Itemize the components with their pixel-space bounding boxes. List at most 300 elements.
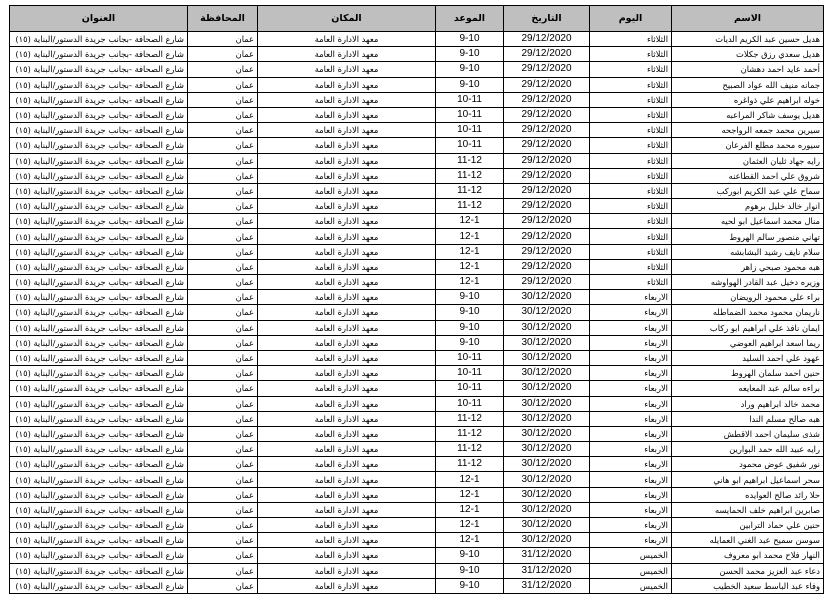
- cell-day: الخميس: [590, 563, 672, 578]
- cell-place: معهد الادارة العامة: [258, 290, 436, 305]
- cell-name: نور شفيق عوض محمود: [672, 457, 824, 472]
- cell-time: 11-12: [436, 442, 504, 457]
- cell-day: الخميس: [590, 548, 672, 563]
- cell-name: هديل حسين عبد الكريم الديات: [672, 32, 824, 47]
- cell-date: 30/12/2020: [504, 533, 590, 548]
- table-row: [10, 563, 824, 578]
- table-row: [10, 62, 824, 77]
- cell-address: شارع الصحافة -بجانب جريدة الدستور/البناية (١٥): [10, 396, 188, 411]
- cell-address: شارع الصحافة -بجانب جريدة الدستور/البناية (١٥): [10, 548, 188, 563]
- cell-name: هبه محمود صبحي زاهر: [672, 259, 824, 274]
- cell-day: الثلاثاء: [590, 138, 672, 153]
- cell-address: شارع الصحافة -بجانب جريدة الدستور/البناية (١٥): [10, 47, 188, 62]
- cell-day: الاربعاء: [590, 487, 672, 502]
- cell-date: 29/12/2020: [504, 153, 590, 168]
- table-row: [10, 518, 824, 533]
- table-row: [10, 275, 824, 290]
- cell-place: معهد الادارة العامة: [258, 123, 436, 138]
- cell-time: 9-10: [436, 548, 504, 563]
- cell-date: 30/12/2020: [504, 350, 590, 365]
- cell-day: الاربعاء: [590, 426, 672, 441]
- cell-place: معهد الادارة العامة: [258, 168, 436, 183]
- cell-name: النهار فلاح محمد ابو معروف: [672, 548, 824, 563]
- table-row: [10, 259, 824, 274]
- table-row: [10, 183, 824, 198]
- cell-day: الاربعاء: [590, 290, 672, 305]
- cell-governorate: عمان: [188, 92, 258, 107]
- table-row: [10, 92, 824, 107]
- cell-name: سحر اسماعيل ابراهيم ابو هاني: [672, 472, 824, 487]
- cell-time: 12-1: [436, 533, 504, 548]
- cell-day: الثلاثاء: [590, 107, 672, 122]
- cell-time: 12-1: [436, 259, 504, 274]
- cell-governorate: عمان: [188, 563, 258, 578]
- cell-name: دعاء عبد العزيز محمد الحسن: [672, 563, 824, 578]
- cell-date: 29/12/2020: [504, 47, 590, 62]
- cell-governorate: عمان: [188, 320, 258, 335]
- cell-date: 30/12/2020: [504, 335, 590, 350]
- cell-name: خوله ابراهيم علي ذواغره: [672, 92, 824, 107]
- cell-day: الثلاثاء: [590, 244, 672, 259]
- cell-name: براءه سالم عبد المعايعه: [672, 381, 824, 396]
- cell-name: سيرين محمد جمعه الرواجحه: [672, 123, 824, 138]
- cell-date: 29/12/2020: [504, 138, 590, 153]
- cell-time: 10-11: [436, 350, 504, 365]
- cell-day: الاربعاء: [590, 518, 672, 533]
- cell-name: ريما اسعد ابراهيم العوضي: [672, 335, 824, 350]
- cell-day: الثلاثاء: [590, 229, 672, 244]
- cell-day: الاربعاء: [590, 396, 672, 411]
- cell-name: سماح علي عبد الكريم ابوركب: [672, 183, 824, 198]
- table-row: [10, 442, 824, 457]
- cell-day: الثلاثاء: [590, 214, 672, 229]
- table-row: [10, 199, 824, 214]
- table-row: [10, 411, 824, 426]
- cell-address: شارع الصحافة -بجانب جريدة الدستور/البناية (١٥): [10, 563, 188, 578]
- cell-address: شارع الصحافة -بجانب جريدة الدستور/البناية (١٥): [10, 533, 188, 548]
- cell-date: 30/12/2020: [504, 381, 590, 396]
- cell-place: معهد الادارة العامة: [258, 472, 436, 487]
- cell-place: معهد الادارة العامة: [258, 411, 436, 426]
- table-row: [10, 107, 824, 122]
- table-row: [10, 578, 824, 593]
- cell-time: 10-11: [436, 107, 504, 122]
- cell-time: 12-1: [436, 275, 504, 290]
- cell-address: شارع الصحافة -بجانب جريدة الدستور/البناية (١٥): [10, 502, 188, 517]
- cell-day: الاربعاء: [590, 320, 672, 335]
- cell-governorate: عمان: [188, 396, 258, 411]
- table-row: [10, 381, 824, 396]
- cell-place: معهد الادارة العامة: [258, 229, 436, 244]
- cell-name: وفاء عبد الباسط سعيد الخطيب: [672, 578, 824, 593]
- cell-place: معهد الادارة العامة: [258, 533, 436, 548]
- cell-day: الثلاثاء: [590, 123, 672, 138]
- table-row: [10, 153, 824, 168]
- cell-time: 12-1: [436, 229, 504, 244]
- cell-date: 30/12/2020: [504, 305, 590, 320]
- cell-day: الاربعاء: [590, 533, 672, 548]
- cell-address: شارع الصحافة -بجانب جريدة الدستور/البناية (١٥): [10, 442, 188, 457]
- cell-time: 11-12: [436, 168, 504, 183]
- cell-name: انوار خالد خليل برهوم: [672, 199, 824, 214]
- cell-governorate: عمان: [188, 381, 258, 396]
- cell-day: الثلاثاء: [590, 275, 672, 290]
- cell-name: سيوره محمد مطلع الفرعان: [672, 138, 824, 153]
- cell-date: 29/12/2020: [504, 62, 590, 77]
- table-row: [10, 320, 824, 335]
- cell-place: معهد الادارة العامة: [258, 320, 436, 335]
- cell-time: 12-1: [436, 472, 504, 487]
- cell-time: 11-12: [436, 199, 504, 214]
- cell-name: هديل يوسف شاكر المراعبه: [672, 107, 824, 122]
- table-row: [10, 305, 824, 320]
- cell-name: رايه عبيد الله حمد البوارين: [672, 442, 824, 457]
- cell-time: 10-11: [436, 366, 504, 381]
- cell-place: معهد الادارة العامة: [258, 275, 436, 290]
- cell-date: 29/12/2020: [504, 77, 590, 92]
- cell-address: شارع الصحافة -بجانب جريدة الدستور/البناية (١٥): [10, 350, 188, 365]
- cell-date: 31/12/2020: [504, 578, 590, 593]
- cell-place: معهد الادارة العامة: [258, 107, 436, 122]
- cell-day: الثلاثاء: [590, 62, 672, 77]
- cell-place: معهد الادارة العامة: [258, 305, 436, 320]
- cell-place: معهد الادارة العامة: [258, 563, 436, 578]
- cell-day: الاربعاء: [590, 335, 672, 350]
- cell-name: هديل سعدي رزق جكلات: [672, 47, 824, 62]
- cell-time: 11-12: [436, 153, 504, 168]
- cell-governorate: عمان: [188, 290, 258, 305]
- cell-time: 9-10: [436, 578, 504, 593]
- cell-place: معهد الادارة العامة: [258, 442, 436, 457]
- cell-name: براء علي محمود الرويضان: [672, 290, 824, 305]
- cell-address: شارع الصحافة -بجانب جريدة الدستور/البناية (١٥): [10, 320, 188, 335]
- cell-time: 9-10: [436, 62, 504, 77]
- cell-day: الثلاثاء: [590, 32, 672, 47]
- cell-day: الخميس: [590, 578, 672, 593]
- cell-address: شارع الصحافة -بجانب جريدة الدستور/البناية (١٥): [10, 62, 188, 77]
- cell-place: معهد الادارة العامة: [258, 548, 436, 563]
- cell-name: منال محمد اسماعيل ابو لحيه: [672, 214, 824, 229]
- cell-date: 29/12/2020: [504, 229, 590, 244]
- cell-governorate: عمان: [188, 123, 258, 138]
- table-row: [10, 244, 824, 259]
- cell-name: محمد خالد ابراهيم وراد: [672, 396, 824, 411]
- cell-date: 30/12/2020: [504, 290, 590, 305]
- cell-name: أحمد عايد احمد دهشان: [672, 62, 824, 77]
- cell-place: معهد الادارة العامة: [258, 153, 436, 168]
- cell-time: 9-10: [436, 305, 504, 320]
- cell-date: 29/12/2020: [504, 183, 590, 198]
- cell-governorate: عمان: [188, 457, 258, 472]
- cell-day: الاربعاء: [590, 366, 672, 381]
- table-row: [10, 335, 824, 350]
- cell-address: شارع الصحافة -بجانب جريدة الدستور/البناية (١٥): [10, 290, 188, 305]
- cell-date: 29/12/2020: [504, 123, 590, 138]
- cell-day: الاربعاء: [590, 350, 672, 365]
- header-governorate: المحافظة: [188, 6, 258, 32]
- cell-governorate: عمان: [188, 183, 258, 198]
- cell-name: تهاني منصور سالم الهروط: [672, 229, 824, 244]
- cell-day: الثلاثاء: [590, 183, 672, 198]
- cell-time: 11-12: [436, 183, 504, 198]
- cell-place: معهد الادارة العامة: [258, 259, 436, 274]
- cell-time: 12-1: [436, 214, 504, 229]
- cell-governorate: عمان: [188, 32, 258, 47]
- cell-day: الثلاثاء: [590, 168, 672, 183]
- table-row: [10, 426, 824, 441]
- cell-name: صابرين ابراهيم خلف الحمايسه: [672, 502, 824, 517]
- cell-place: معهد الادارة العامة: [258, 92, 436, 107]
- cell-date: 30/12/2020: [504, 366, 590, 381]
- cell-governorate: عمان: [188, 487, 258, 502]
- cell-place: معهد الادارة العامة: [258, 487, 436, 502]
- table-body: [10, 32, 824, 594]
- cell-place: معهد الادارة العامة: [258, 366, 436, 381]
- cell-name: وزيره دخيل عبد القادر الهواوشه: [672, 275, 824, 290]
- cell-address: شارع الصحافة -بجانب جريدة الدستور/البناية (١٥): [10, 123, 188, 138]
- cell-name: حنين احمد سلمان الهروط: [672, 366, 824, 381]
- table-row: [10, 138, 824, 153]
- cell-address: شارع الصحافة -بجانب جريدة الدستور/البناية (١٥): [10, 305, 188, 320]
- cell-name: شذى سليمان احمد الاقطش: [672, 426, 824, 441]
- cell-address: شارع الصحافة -بجانب جريدة الدستور/البناية (١٥): [10, 153, 188, 168]
- table-row: [10, 47, 824, 62]
- cell-time: 11-12: [436, 426, 504, 441]
- cell-time: 11-12: [436, 457, 504, 472]
- cell-governorate: عمان: [188, 47, 258, 62]
- cell-place: معهد الادارة العامة: [258, 350, 436, 365]
- table-row: [10, 77, 824, 92]
- cell-name: عهود علي احمد السليد: [672, 350, 824, 365]
- cell-date: 31/12/2020: [504, 563, 590, 578]
- cell-time: 12-1: [436, 518, 504, 533]
- cell-time: 9-10: [436, 320, 504, 335]
- cell-date: 29/12/2020: [504, 214, 590, 229]
- cell-place: معهد الادارة العامة: [258, 518, 436, 533]
- cell-governorate: عمان: [188, 426, 258, 441]
- cell-day: الثلاثاء: [590, 47, 672, 62]
- cell-governorate: عمان: [188, 107, 258, 122]
- cell-address: شارع الصحافة -بجانب جريدة الدستور/البناية (١٥): [10, 472, 188, 487]
- cell-day: الثلاثاء: [590, 199, 672, 214]
- cell-place: معهد الادارة العامة: [258, 457, 436, 472]
- cell-date: 30/12/2020: [504, 411, 590, 426]
- cell-address: شارع الصحافة -بجانب جريدة الدستور/البناية (١٥): [10, 229, 188, 244]
- cell-day: الاربعاء: [590, 502, 672, 517]
- cell-place: معهد الادارة العامة: [258, 199, 436, 214]
- cell-address: شارع الصحافة -بجانب جريدة الدستور/البناية (١٥): [10, 107, 188, 122]
- table-row: [10, 123, 824, 138]
- cell-governorate: عمان: [188, 442, 258, 457]
- cell-date: 30/12/2020: [504, 502, 590, 517]
- cell-date: 30/12/2020: [504, 457, 590, 472]
- cell-governorate: عمان: [188, 214, 258, 229]
- cell-date: 29/12/2020: [504, 92, 590, 107]
- cell-name: سوسن سميح عبد الغني العمايله: [672, 533, 824, 548]
- cell-governorate: عمان: [188, 275, 258, 290]
- cell-governorate: عمان: [188, 153, 258, 168]
- cell-address: شارع الصحافة -بجانب جريدة الدستور/البناية (١٥): [10, 335, 188, 350]
- cell-day: الاربعاء: [590, 305, 672, 320]
- cell-name: حلا رائد صالح العوايده: [672, 487, 824, 502]
- cell-date: 30/12/2020: [504, 472, 590, 487]
- cell-date: 30/12/2020: [504, 518, 590, 533]
- cell-time: 9-10: [436, 290, 504, 305]
- cell-day: الثلاثاء: [590, 153, 672, 168]
- cell-date: 31/12/2020: [504, 548, 590, 563]
- cell-day: الاربعاء: [590, 442, 672, 457]
- cell-date: 30/12/2020: [504, 396, 590, 411]
- cell-name: رايه جهاد ثلبان العثمان: [672, 153, 824, 168]
- cell-place: معهد الادارة العامة: [258, 426, 436, 441]
- cell-name: ناريمان محمود محمد الضماطله: [672, 305, 824, 320]
- cell-place: معهد الادارة العامة: [258, 502, 436, 517]
- cell-address: شارع الصحافة -بجانب جريدة الدستور/البناية (١٥): [10, 457, 188, 472]
- cell-governorate: عمان: [188, 259, 258, 274]
- cell-date: 29/12/2020: [504, 107, 590, 122]
- cell-time: 10-11: [436, 123, 504, 138]
- cell-address: شارع الصحافة -بجانب جريدة الدستور/البناية (١٥): [10, 259, 188, 274]
- cell-address: شارع الصحافة -بجانب جريدة الدستور/البناية (١٥): [10, 183, 188, 198]
- cell-governorate: عمان: [188, 305, 258, 320]
- cell-address: شارع الصحافة -بجانب جريدة الدستور/البناية (١٥): [10, 244, 188, 259]
- cell-place: معهد الادارة العامة: [258, 381, 436, 396]
- cell-time: 12-1: [436, 502, 504, 517]
- cell-name: حنين علي حماد الترابين: [672, 518, 824, 533]
- cell-place: معهد الادارة العامة: [258, 77, 436, 92]
- cell-address: شارع الصحافة -بجانب جريدة الدستور/البناية (١٥): [10, 578, 188, 593]
- cell-date: 29/12/2020: [504, 32, 590, 47]
- cell-time: 9-10: [436, 32, 504, 47]
- cell-place: معهد الادارة العامة: [258, 62, 436, 77]
- cell-place: معهد الادارة العامة: [258, 32, 436, 47]
- cell-time: 10-11: [436, 381, 504, 396]
- table-row: [10, 487, 824, 502]
- cell-address: شارع الصحافة -بجانب جريدة الدستور/البناية (١٥): [10, 77, 188, 92]
- cell-date: 29/12/2020: [504, 275, 590, 290]
- table-row: [10, 502, 824, 517]
- cell-time: 12-1: [436, 244, 504, 259]
- header-place: المكان: [258, 6, 436, 32]
- cell-address: شارع الصحافة -بجانب جريدة الدستور/البناية (١٥): [10, 366, 188, 381]
- cell-address: شارع الصحافة -بجانب جريدة الدستور/البناية (١٥): [10, 199, 188, 214]
- cell-governorate: عمان: [188, 62, 258, 77]
- cell-time: 12-1: [436, 487, 504, 502]
- cell-time: 10-11: [436, 396, 504, 411]
- cell-day: الاربعاء: [590, 472, 672, 487]
- header-address: العنوان: [10, 6, 188, 32]
- cell-address: شارع الصحافة -بجانب جريدة الدستور/البناية (١٥): [10, 92, 188, 107]
- cell-name: ايمان نافذ علي ابراهيم ابو ركاب: [672, 320, 824, 335]
- header-date: التاريخ: [504, 6, 590, 32]
- cell-address: شارع الصحافة -بجانب جريدة الدستور/البناية (١٥): [10, 168, 188, 183]
- cell-day: الثلاثاء: [590, 259, 672, 274]
- cell-date: 30/12/2020: [504, 426, 590, 441]
- table-row: [10, 229, 824, 244]
- table-row: [10, 350, 824, 365]
- cell-date: 29/12/2020: [504, 199, 590, 214]
- cell-address: شارع الصحافة -بجانب جريدة الدستور/البناية (١٥): [10, 138, 188, 153]
- cell-place: معهد الادارة العامة: [258, 183, 436, 198]
- cell-address: شارع الصحافة -بجانب جريدة الدستور/البناية (١٥): [10, 275, 188, 290]
- cell-date: 30/12/2020: [504, 442, 590, 457]
- cell-address: شارع الصحافة -بجانب جريدة الدستور/البناية (١٥): [10, 518, 188, 533]
- cell-day: الثلاثاء: [590, 77, 672, 92]
- table-row: [10, 366, 824, 381]
- cell-time: 9-10: [436, 77, 504, 92]
- cell-governorate: عمان: [188, 199, 258, 214]
- cell-governorate: عمان: [188, 502, 258, 517]
- table-row: [10, 548, 824, 563]
- cell-place: معهد الادارة العامة: [258, 335, 436, 350]
- cell-place: معهد الادارة العامة: [258, 578, 436, 593]
- cell-place: معهد الادارة العامة: [258, 396, 436, 411]
- cell-time: 9-10: [436, 335, 504, 350]
- cell-governorate: عمان: [188, 77, 258, 92]
- cell-governorate: عمان: [188, 548, 258, 563]
- cell-place: معهد الادارة العامة: [258, 47, 436, 62]
- cell-governorate: عمان: [188, 168, 258, 183]
- cell-place: معهد الادارة العامة: [258, 138, 436, 153]
- cell-time: 10-11: [436, 92, 504, 107]
- cell-address: شارع الصحافة -بجانب جريدة الدستور/البناية (١٥): [10, 411, 188, 426]
- cell-governorate: عمان: [188, 411, 258, 426]
- cell-address: شارع الصحافة -بجانب جريدة الدستور/البناية (١٥): [10, 487, 188, 502]
- cell-day: الثلاثاء: [590, 92, 672, 107]
- cell-day: الاربعاء: [590, 381, 672, 396]
- table-row: [10, 32, 824, 47]
- cell-governorate: عمان: [188, 138, 258, 153]
- table-row: [10, 472, 824, 487]
- cell-address: شارع الصحافة -بجانب جريدة الدستور/البناية (١٥): [10, 32, 188, 47]
- cell-address: شارع الصحافة -بجانب جريدة الدستور/البناية (١٥): [10, 214, 188, 229]
- cell-name: سلام نايف رشيد البشابشه: [672, 244, 824, 259]
- cell-address: شارع الصحافة -بجانب جريدة الدستور/البناية (١٥): [10, 426, 188, 441]
- cell-governorate: عمان: [188, 366, 258, 381]
- cell-time: 11-12: [436, 411, 504, 426]
- cell-date: 29/12/2020: [504, 259, 590, 274]
- cell-governorate: عمان: [188, 472, 258, 487]
- cell-place: معهد الادارة العامة: [258, 244, 436, 259]
- cell-time: 10-11: [436, 138, 504, 153]
- header-row: [10, 6, 824, 32]
- cell-name: شروق علي احمد القطاعنه: [672, 168, 824, 183]
- cell-date: 29/12/2020: [504, 244, 590, 259]
- cell-name: جمانه منيف الله عواد الصبيح: [672, 77, 824, 92]
- header-day: اليوم: [590, 6, 672, 32]
- header-time: الموعد: [436, 6, 504, 32]
- table-row: [10, 396, 824, 411]
- cell-address: شارع الصحافة -بجانب جريدة الدستور/البناية (١٥): [10, 381, 188, 396]
- cell-day: الاربعاء: [590, 457, 672, 472]
- cell-governorate: عمان: [188, 229, 258, 244]
- cell-governorate: عمان: [188, 244, 258, 259]
- cell-governorate: عمان: [188, 578, 258, 593]
- cell-date: 30/12/2020: [504, 320, 590, 335]
- cell-governorate: عمان: [188, 350, 258, 365]
- cell-time: 9-10: [436, 47, 504, 62]
- table-row: [10, 168, 824, 183]
- table-row: [10, 457, 824, 472]
- schedule-sheet: [9, 5, 823, 594]
- cell-name: هبه صالح مسلم الندا: [672, 411, 824, 426]
- schedule-table: [9, 5, 824, 594]
- table-row: [10, 290, 824, 305]
- cell-day: الاربعاء: [590, 411, 672, 426]
- cell-date: 30/12/2020: [504, 487, 590, 502]
- header-name: الاسم: [672, 6, 824, 32]
- cell-date: 29/12/2020: [504, 168, 590, 183]
